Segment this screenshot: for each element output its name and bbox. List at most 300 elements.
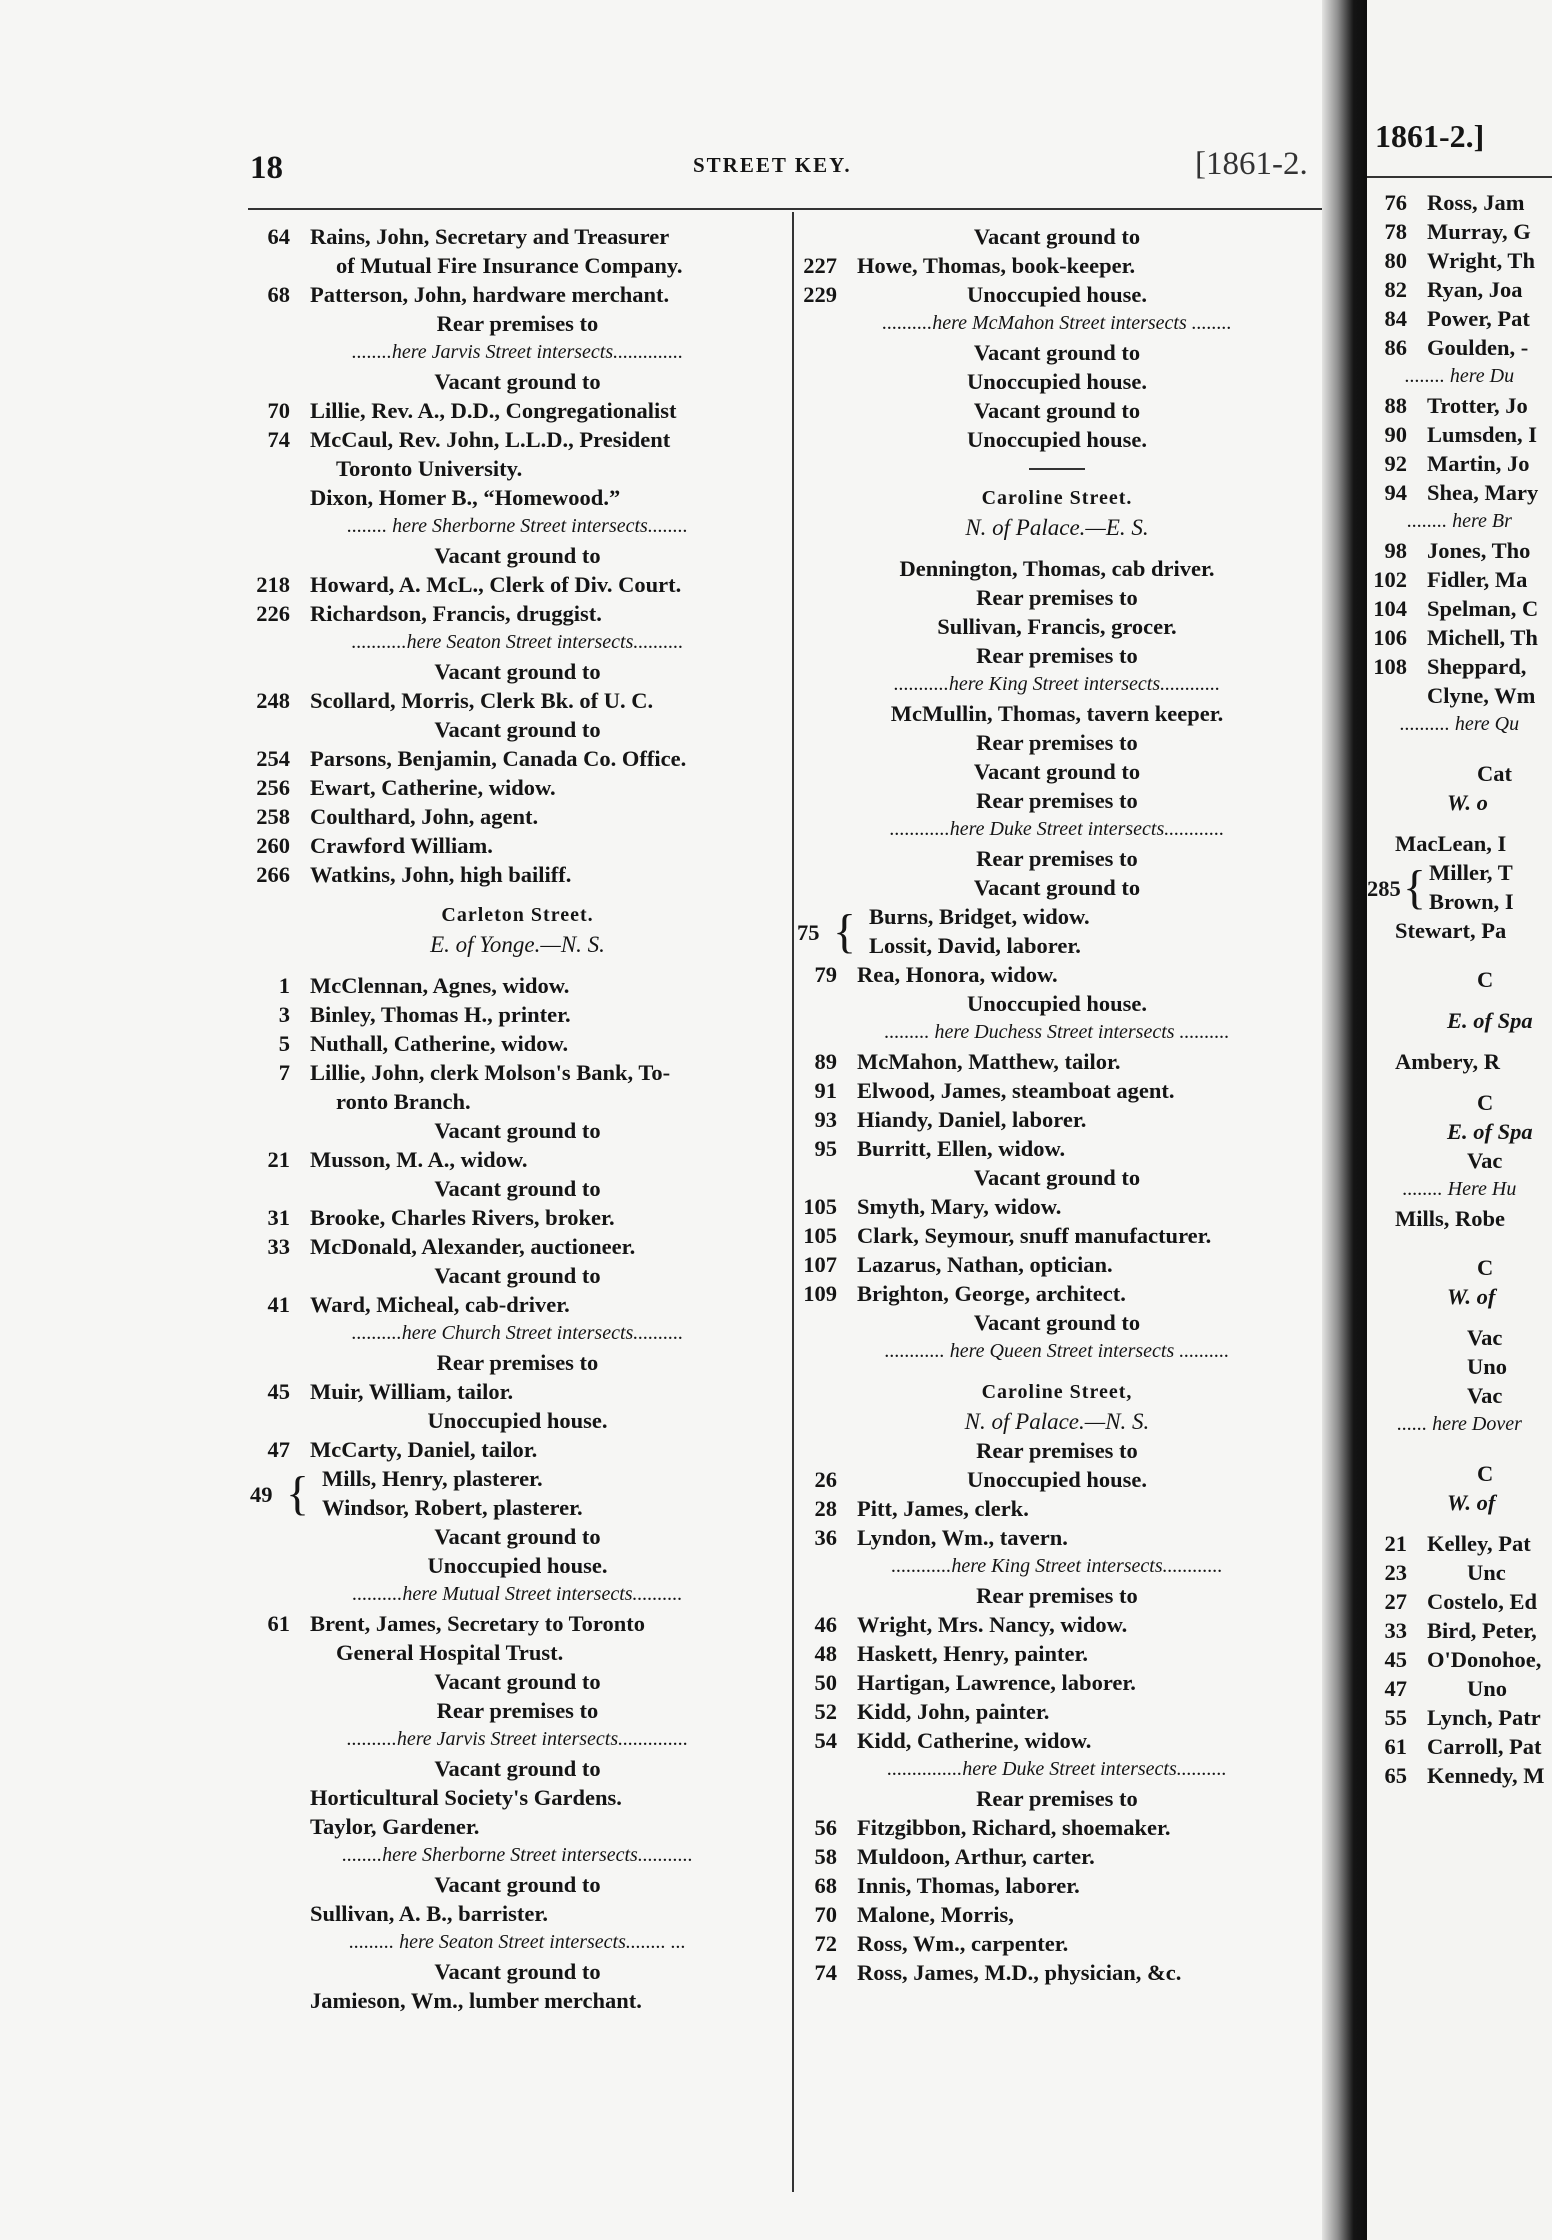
directory-entry: [797, 1639, 1317, 1668]
directory-entry: [1367, 1732, 1552, 1761]
house-number: 95: [814, 1136, 837, 1161]
house-number: 105: [803, 1194, 837, 1219]
street-subheading: N. of Palace.—E. S.: [965, 515, 1149, 540]
book-gutter: [1322, 0, 1367, 2240]
house-number: 106: [1373, 625, 1407, 650]
house-number: 109: [803, 1281, 837, 1306]
directory-entry: [1367, 1204, 1552, 1233]
directory-entry: [1367, 1645, 1552, 1674]
directory-entry: [797, 583, 1317, 612]
directory-entry: [250, 1029, 785, 1058]
entry-centered: Unoccupied house.: [427, 1553, 608, 1578]
entry-centered: Rear premises to: [436, 1350, 599, 1375]
entry-centered: Rear premises to: [436, 311, 599, 336]
street-heading: [1367, 1459, 1552, 1488]
right-page: [1367, 0, 1552, 2240]
entry-centered: Rear premises to: [976, 643, 1138, 668]
entry-centered: Vacant ground to: [973, 1310, 1141, 1335]
entry-name: Howe, Thomas, book-keeper.: [857, 253, 1136, 278]
entry-name: Clark, Seymour, snuff manufacturer.: [857, 1223, 1212, 1248]
entry-name: Innis, Thomas, laborer.: [857, 1873, 1080, 1898]
directory-entry: [1367, 333, 1552, 362]
running-title: STREET KEY.: [693, 153, 852, 177]
entry-name: Brighton, George, architect.: [857, 1281, 1126, 1306]
house-number: 61: [1384, 1734, 1407, 1759]
intersection-line: ........here Jarvis Street intersects..............: [351, 341, 684, 363]
entry-name: Ward, Micheal, cab-driver.: [310, 1292, 570, 1317]
right-header-rule: [1367, 176, 1552, 178]
house-number: 64: [267, 224, 290, 249]
directory-entry: [797, 1308, 1317, 1337]
entry-continuation: Toronto University.: [336, 456, 523, 481]
street-subheading-text: W. of: [1447, 1284, 1496, 1309]
entry-name: Lossit, David, laborer.: [869, 933, 1081, 958]
directory-entry: [797, 873, 1317, 902]
directory-entry: [1367, 1587, 1552, 1616]
house-number: 229: [803, 282, 837, 307]
street-subheading: [1367, 1282, 1552, 1311]
entry-centered: Unoccupied house.: [427, 1408, 608, 1433]
house-number: 26: [814, 1467, 837, 1492]
entry-name: Trotter, Jo: [1427, 393, 1528, 418]
directory-entry: [1367, 681, 1552, 710]
directory-entry: [1367, 449, 1552, 478]
directory-entry: [797, 338, 1317, 367]
street-heading-text: C: [1477, 1461, 1494, 1486]
directory-entry: [1367, 536, 1552, 565]
directory-entry: [250, 1087, 785, 1116]
entry-centered: Vacant ground to: [434, 543, 601, 568]
right-page-year: 1861-2.]: [1375, 118, 1485, 154]
spacer: [1367, 1076, 1552, 1088]
directory-entry: [250, 1145, 785, 1174]
house-number: 94: [1384, 480, 1407, 505]
entry-name: Costelo, Ed: [1427, 1589, 1538, 1614]
street-subheading: [1367, 1006, 1552, 1035]
entry-name: Jamieson, Wm., lumber merchant.: [310, 1988, 642, 2013]
directory-entry: [1367, 565, 1552, 594]
directory-entry: [250, 1406, 785, 1435]
entry-continuation: General Hospital Trust.: [336, 1640, 564, 1665]
directory-entry: [1367, 1047, 1552, 1076]
house-number: 55: [1384, 1705, 1407, 1730]
entry-name: McCaul, Rev. John, L.L.D., President: [310, 427, 671, 452]
entry-centered: Rear premises to: [436, 1698, 599, 1723]
street-heading: [1367, 759, 1552, 788]
directory-entry: [250, 744, 785, 773]
house-number: 72: [814, 1931, 837, 1956]
directory-entry: [1367, 652, 1552, 681]
directory-entry: [797, 641, 1317, 670]
entry-name: Wright, Th: [1427, 248, 1535, 273]
section-rule: [1029, 468, 1085, 470]
entry-name: Clyne, Wm: [1427, 683, 1536, 708]
entry-centered: Vacant ground to: [434, 717, 601, 742]
spacer: [1367, 945, 1552, 965]
directory-entry: [250, 1348, 785, 1377]
directory-entry: [250, 715, 785, 744]
directory-entry: [797, 251, 1317, 280]
entry-name: Patterson, John, hardware merchant.: [310, 282, 670, 307]
spacer: [1367, 1517, 1552, 1529]
entry-name: Michell, Th: [1427, 625, 1538, 650]
entry-name: Kidd, Catherine, widow.: [857, 1728, 1092, 1753]
house-number: 68: [267, 282, 290, 307]
directory-entry: [1367, 478, 1552, 507]
directory-entry: [250, 1870, 785, 1899]
directory-entry: [250, 971, 785, 1000]
entry-name: Lillie, Rev. A., D.D., Congregationalist: [310, 398, 677, 423]
entry-name: Kennedy, M: [1427, 1763, 1545, 1788]
entry-name: Kelley, Pat: [1427, 1531, 1531, 1556]
directory-entry: [797, 554, 1317, 583]
intersection-line: ............here Duke Street intersects............: [889, 818, 1225, 840]
directory-entry: [250, 686, 785, 715]
directory-entry: [797, 1192, 1317, 1221]
street-subheading-text: W. o: [1447, 790, 1488, 815]
entry-name: Lazarus, Nathan, optician.: [857, 1252, 1113, 1277]
entry-name: Power, Pat: [1427, 306, 1530, 331]
directory-entry: [797, 1047, 1317, 1076]
entry-name: Martin, Jo: [1427, 451, 1530, 476]
house-number: 80: [1384, 248, 1407, 273]
entry-name: McMahon, Matthew, tailor.: [857, 1049, 1121, 1074]
directory-entry: [250, 1899, 785, 1928]
house-number: 79: [814, 962, 837, 987]
entry-name: Dixon, Homer B., “Homewood.”: [310, 485, 621, 510]
street-subheading: [1367, 1488, 1552, 1517]
house-number: 33: [1384, 1618, 1407, 1643]
intersection-line: ............ here Queen Street intersects ..........: [884, 1340, 1230, 1362]
directory-entry: [250, 1783, 785, 1812]
house-number: 36: [814, 1525, 837, 1550]
house-number: 248: [256, 688, 290, 713]
spacer: [797, 542, 1317, 554]
directory-entry: [797, 280, 1317, 309]
directory-entry: [250, 1638, 785, 1667]
directory-entry: [250, 1609, 785, 1638]
directory-entry: [1367, 1381, 1552, 1410]
entry-name: Sullivan, A. B., barrister.: [310, 1901, 548, 1926]
entry-centered: Vac: [1467, 1148, 1503, 1173]
entry-name: Burns, Bridget, widow.: [869, 904, 1090, 929]
bracketed-entry: [797, 902, 1317, 960]
directory-entry: [1367, 623, 1552, 652]
spacer: [1367, 1311, 1552, 1323]
street-subheading-text: E. of Spa: [1447, 1119, 1533, 1144]
spacer: [250, 959, 785, 971]
entry-name: Musson, M. A., widow.: [310, 1147, 528, 1172]
directory-entry: [797, 1784, 1317, 1813]
directory-entry: [1367, 1352, 1552, 1381]
house-number: 47: [1384, 1676, 1407, 1701]
directory-entry: [1367, 275, 1552, 304]
directory-entry: [250, 831, 785, 860]
directory-entry: [797, 1900, 1317, 1929]
entry-centered: Unoccupied house.: [966, 282, 1148, 307]
directory-entry: [250, 483, 785, 512]
entry-name: Ross, Wm., carpenter.: [857, 1931, 1069, 1956]
house-number: 107: [803, 1252, 837, 1277]
directory-entry: [797, 1279, 1317, 1308]
directory-entry: [250, 1290, 785, 1319]
entry-centered: Unoccupied house.: [966, 991, 1148, 1016]
entry-centered: Unoccupied house.: [966, 427, 1148, 452]
entry-centered: Uno: [1467, 1354, 1508, 1379]
directory-entry: [797, 1494, 1317, 1523]
intersection-line: ........here Sherborne Street intersects...........: [342, 1844, 693, 1866]
directory-entry: [1367, 594, 1552, 623]
entry-centered: Vacant ground to: [973, 340, 1141, 365]
directory-entry: [250, 1000, 785, 1029]
entry-name: Ross, James, M.D., physician, &c.: [857, 1960, 1182, 1985]
directory-entry: [250, 1551, 785, 1580]
entry-centered: Vacant ground to: [973, 759, 1141, 784]
entry-name: Brooke, Charles Rivers, broker.: [310, 1205, 615, 1230]
house-number: 45: [267, 1379, 290, 1404]
entry-name: Fidler, Ma: [1427, 567, 1528, 592]
house-number: 28: [814, 1496, 837, 1521]
street-subheading: [1367, 1117, 1552, 1146]
brace-glyph: {: [286, 1467, 310, 1520]
spacer: [1367, 817, 1552, 829]
intersection-line: ...........here Seaton Street intersects..........: [351, 631, 684, 653]
bracketed-entry: [1367, 858, 1552, 916]
spacer: [250, 889, 785, 901]
house-number: 1: [278, 973, 290, 998]
street-heading: [1367, 965, 1552, 994]
house-number: 226: [256, 601, 290, 626]
directory-entry: [797, 728, 1317, 757]
house-number: 227: [803, 253, 837, 278]
house-number: 70: [814, 1902, 837, 1927]
street-heading: Caroline Street.: [981, 487, 1133, 509]
directory-entry: [797, 1842, 1317, 1871]
directory-entry: [250, 1435, 785, 1464]
directory-entry: [797, 699, 1317, 728]
intersection-line: ........ here Br: [1407, 510, 1512, 532]
directory-entry: [797, 1221, 1317, 1250]
intersection-line: .......... here Qu: [1399, 713, 1520, 735]
entry-name: Crawford William.: [310, 833, 493, 858]
entry-centered: Vacant ground to: [434, 369, 601, 394]
header-rule: [248, 208, 1323, 210]
house-number: 5: [278, 1031, 290, 1056]
entry-name: Nuthall, Catherine, widow.: [310, 1031, 569, 1056]
house-number: 84: [1384, 306, 1407, 331]
intersection-line: ..........here Mutual Street intersects..........: [352, 1583, 683, 1605]
directory-entry: [797, 1163, 1317, 1192]
entry-centered: Vacant ground to: [434, 1524, 601, 1549]
entry-name: Miller, T: [1429, 860, 1513, 885]
directory-entry: [250, 1232, 785, 1261]
house-number: 48: [814, 1641, 837, 1666]
intersection-line: ........ Here Hu: [1402, 1178, 1517, 1200]
directory-entry: [250, 425, 785, 454]
house-number: 258: [256, 804, 290, 829]
house-number: 88: [1384, 393, 1407, 418]
directory-entry: [797, 844, 1317, 873]
entry-name: Watkins, John, high bailiff.: [310, 862, 572, 887]
intersection-line: ........ here Du: [1404, 365, 1515, 387]
directory-entry: [1367, 420, 1552, 449]
entry-name: Windsor, Robert, plasterer.: [322, 1495, 583, 1520]
directory-entry: [250, 1696, 785, 1725]
street-heading: Carleton Street.: [441, 904, 594, 926]
entry-centered: Uno: [1467, 1676, 1508, 1701]
entry-centered: Rear premises to: [976, 730, 1138, 755]
street-heading: [1367, 1253, 1552, 1282]
directory-entry: [250, 570, 785, 599]
entry-name: Rains, John, Secretary and Treasurer: [310, 224, 670, 249]
entry-centered: Vacant ground to: [973, 398, 1141, 423]
house-number: 7: [278, 1060, 290, 1085]
brace-glyph: {: [1403, 861, 1427, 914]
house-number: 89: [814, 1049, 837, 1074]
entry-centered: Rear premises to: [976, 585, 1138, 610]
entry-centered: Vacant ground to: [434, 1756, 601, 1781]
directory-entry: [797, 989, 1317, 1018]
directory-entry: [797, 222, 1317, 251]
entry-centered: Unc: [1467, 1560, 1506, 1585]
entry-centered: McMullin, Thomas, tavern keeper.: [890, 701, 1224, 726]
house-number: 33: [267, 1234, 290, 1259]
directory-entry: [250, 599, 785, 628]
directory-entry: [250, 1058, 785, 1087]
street-subheading-text: W. of: [1447, 1490, 1496, 1515]
directory-entry: [250, 222, 785, 251]
street-subheading-text: E. of Spa: [1447, 1008, 1533, 1033]
entry-name: McClennan, Agnes, widow.: [310, 973, 570, 998]
house-number: 285: [1367, 876, 1401, 901]
entry-centered: Rear premises to: [976, 1438, 1138, 1463]
entry-name: Rea, Honora, widow.: [857, 962, 1058, 987]
directory-entry: [797, 1134, 1317, 1163]
directory-entry: [250, 1174, 785, 1203]
directory-entry: [797, 612, 1317, 641]
house-number: 108: [1373, 654, 1407, 679]
entry-name: Sheppard,: [1427, 654, 1527, 679]
entry-centered: Rear premises to: [976, 1583, 1138, 1608]
directory-entry: [250, 1203, 785, 1232]
house-number: 46: [814, 1612, 837, 1637]
intersection-line: ...............here Duke Street intersects..........: [887, 1758, 1227, 1780]
directory-entry: [797, 1668, 1317, 1697]
intersection-line: ..........here Church Street intersects..........: [351, 1322, 684, 1344]
entry-name: McCarty, Daniel, tailor.: [310, 1437, 538, 1462]
entry-centered: Vac: [1467, 1325, 1503, 1350]
right-column: [1367, 188, 1552, 1790]
house-number: 65: [1384, 1763, 1407, 1788]
directory-entry: [250, 1812, 785, 1841]
directory-entry: [797, 1436, 1317, 1465]
entry-continuation: of Mutual Fire Insurance Company.: [336, 253, 683, 278]
house-number: 61: [267, 1611, 290, 1636]
entry-centered: Sullivan, Francis, grocer.: [937, 614, 1177, 639]
house-number: 105: [803, 1223, 837, 1248]
house-number: 75: [797, 920, 820, 945]
house-number: 52: [814, 1699, 837, 1724]
directory-entry: [1367, 188, 1552, 217]
directory-entry: [797, 1581, 1317, 1610]
street-heading: [1367, 1088, 1552, 1117]
house-number: 91: [814, 1078, 837, 1103]
directory-entry: [797, 786, 1317, 815]
entry-name: Muldoon, Arthur, carter.: [857, 1844, 1095, 1869]
directory-entry: [250, 454, 785, 483]
intersection-line: ........ here Sherborne Street intersects........: [347, 515, 688, 537]
directory-entry: [797, 1697, 1317, 1726]
directory-entry: [1367, 1674, 1552, 1703]
street-subheading: E. of Yonge.—N. S.: [430, 932, 605, 957]
entry-centered: Unoccupied house.: [966, 1467, 1148, 1492]
entry-name: Richardson, Francis, druggist.: [310, 601, 602, 626]
directory-entry: [797, 1610, 1317, 1639]
entry-name: Ewart, Catherine, widow.: [310, 775, 556, 800]
entry-centered: Vac: [1467, 1383, 1503, 1408]
page-number: 18: [250, 150, 283, 186]
entry-name: Ross, Jam: [1427, 190, 1525, 215]
entry-centered: Vacant ground to: [973, 875, 1141, 900]
directory-entry: [250, 309, 785, 338]
entry-name: Jones, Tho: [1427, 538, 1531, 563]
running-year: [1861-2.: [1195, 146, 1308, 182]
directory-entry: [250, 1377, 785, 1406]
entry-name: Muir, William, tailor.: [310, 1379, 514, 1404]
entry-name: Fitzgibbon, Richard, shoemaker.: [857, 1815, 1171, 1840]
house-number: 47: [267, 1437, 290, 1462]
house-number: 56: [814, 1815, 837, 1840]
entry-name: Horticultural Society's Gardens.: [310, 1785, 622, 1810]
street-heading-text: C: [1477, 1255, 1494, 1280]
entry-centered: Vacant ground to: [434, 1669, 601, 1694]
directory-entry: [1367, 304, 1552, 333]
spacer: [1367, 1035, 1552, 1047]
directory-entry: [250, 773, 785, 802]
directory-entry: [250, 1116, 785, 1145]
entry-name: Mills, Henry, plasterer.: [322, 1466, 543, 1491]
spacer: [1367, 994, 1552, 1006]
entry-name: Pitt, James, clerk.: [857, 1496, 1029, 1521]
directory-entry: [1367, 1761, 1552, 1790]
house-number: 266: [256, 862, 290, 887]
house-number: 74: [814, 1960, 837, 1985]
directory-entry: [1367, 829, 1552, 858]
entry-name: Lillie, John, clerk Molson's Bank, To-: [310, 1060, 671, 1085]
entry-name: Malone, Morris,: [857, 1902, 1014, 1927]
house-number: 45: [1384, 1647, 1407, 1672]
house-number: 68: [814, 1873, 837, 1898]
directory-entry: [250, 1957, 785, 1986]
entry-centered: Vacant ground to: [434, 1263, 601, 1288]
entry-name: Stewart, Pa: [1395, 918, 1507, 943]
entry-name: Murray, G: [1427, 219, 1531, 244]
house-number: 54: [814, 1728, 837, 1753]
entry-name: Shea, Mary: [1427, 480, 1539, 505]
entry-name: Ryan, Joa: [1427, 277, 1523, 302]
entry-name: Scollard, Morris, Clerk Bk. of U. C.: [310, 688, 654, 713]
entry-name: McDonald, Alexander, auctioneer.: [310, 1234, 636, 1259]
entry-name: Kidd, John, painter.: [857, 1699, 1050, 1724]
house-number: 90: [1384, 422, 1407, 447]
directory-entry: [250, 1986, 785, 2015]
entry-name: Parsons, Benjamin, Canada Co. Office.: [310, 746, 687, 771]
house-number: 256: [256, 775, 290, 800]
entry-name: O'Donohoe,: [1427, 1647, 1542, 1672]
entry-name: Binley, Thomas H., printer.: [310, 1002, 571, 1027]
directory-entry: [250, 280, 785, 309]
directory-entry: [797, 960, 1317, 989]
